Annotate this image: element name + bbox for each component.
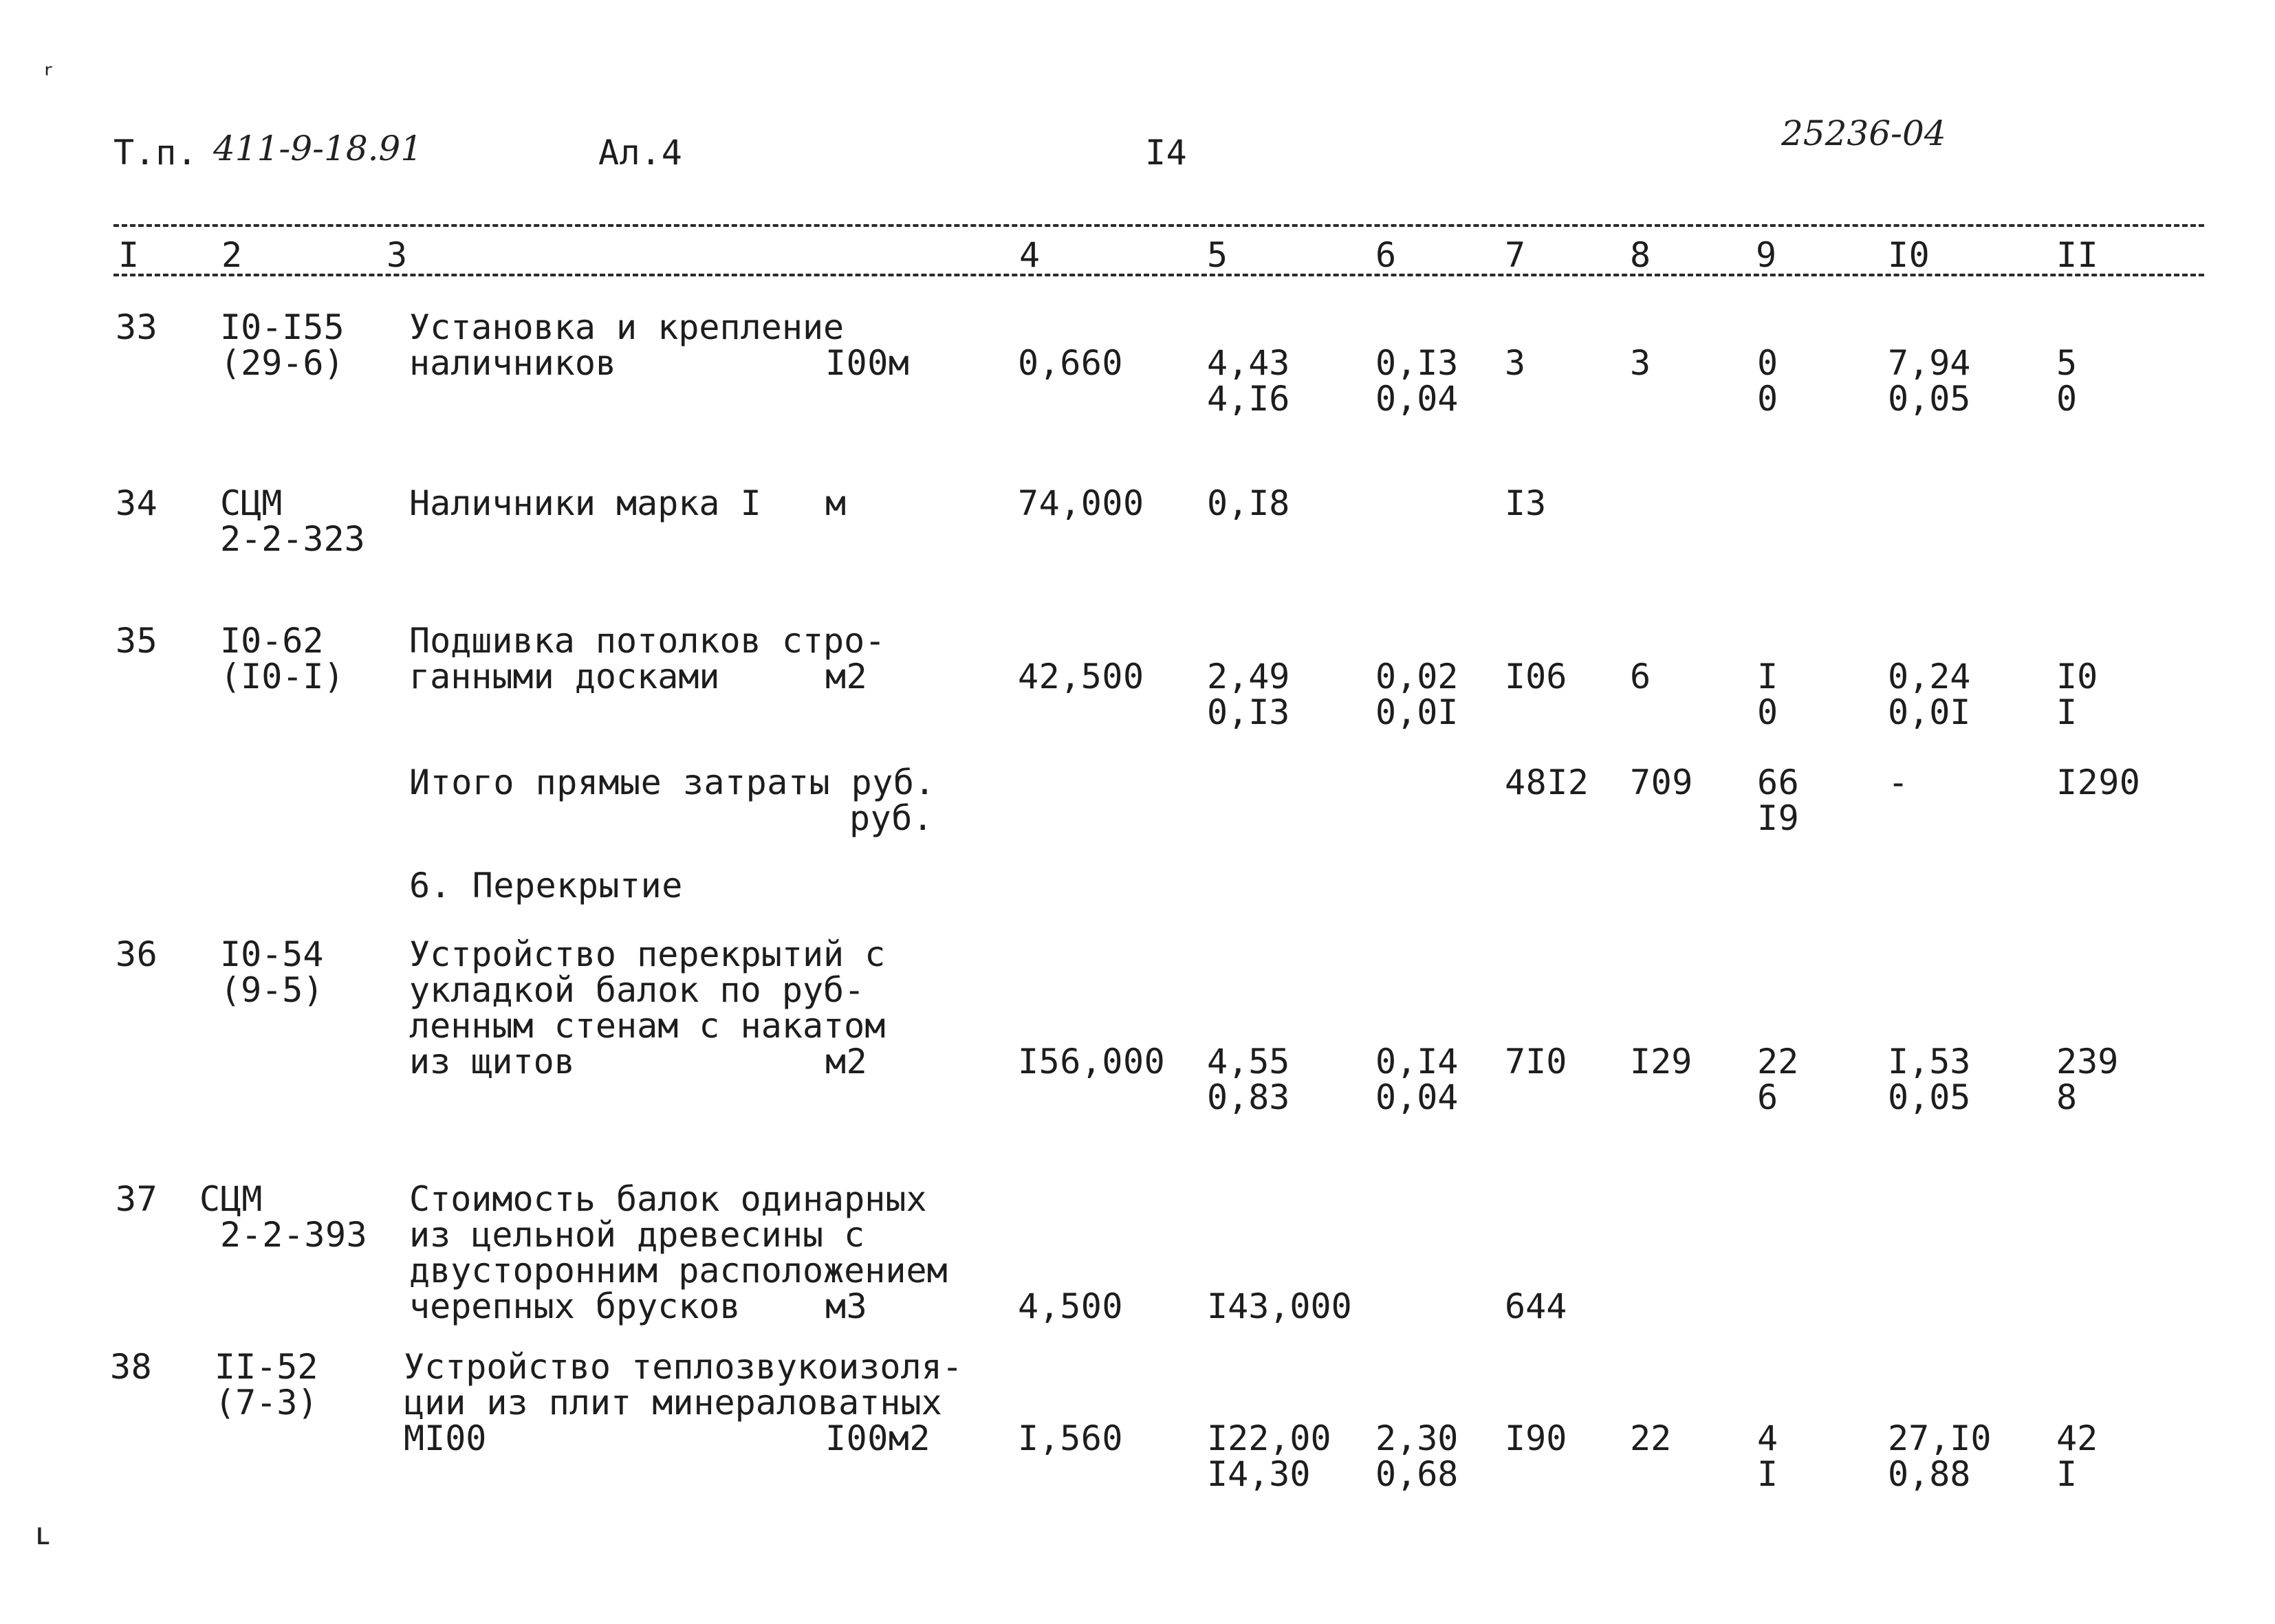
rate-code-line: I0-54 (220, 934, 324, 974)
column-number: II (2056, 235, 2099, 275)
col-8-value-line: I29 (1630, 1042, 1692, 1082)
col-10-value (1888, 345, 1970, 417)
rate-code: 2-2-393 (220, 1215, 368, 1255)
column-number: 6 (1375, 235, 1397, 275)
col-5-value (1207, 345, 1289, 417)
col-5-value (1207, 659, 1289, 730)
col-9-value (1757, 345, 1778, 417)
col-11-value-line: 42 (2056, 1418, 2098, 1458)
unit: I00м2 (825, 1418, 931, 1458)
col-5-value (1207, 1044, 1289, 1115)
subtotal-col9: 66 (1757, 762, 1800, 802)
col-9-value (1757, 1044, 1798, 1115)
col-8-value (1630, 659, 1651, 694)
rate-code (215, 1347, 318, 1423)
quantity: 74,000 (1018, 483, 1144, 523)
row-number: 38 (110, 1347, 153, 1387)
col-5-value-line: 4,55 (1207, 1042, 1290, 1082)
col-8-value-line: 22 (1630, 1418, 1672, 1458)
col-6-value-line: 0,I3 (1375, 343, 1459, 383)
row-number: 35 (116, 621, 158, 661)
unit: I00м (825, 343, 910, 383)
subtotal-label-unit: руб. (849, 798, 934, 838)
rate-code-line: 2-2-323 (220, 519, 365, 559)
col-11-value (2056, 1420, 2098, 1492)
col-11-value (2056, 1044, 2118, 1115)
work-description-line: ции из плит минераловатных (404, 1383, 942, 1423)
col-6-value-line: 0,0I (1375, 692, 1459, 732)
album-label: Ал.4 (598, 133, 683, 173)
work-description-line: Устройство перекрытий с (409, 934, 886, 974)
col-9-value (1757, 659, 1778, 730)
col-7-value-line: I06 (1505, 657, 1567, 696)
work-description (409, 623, 885, 694)
col-5-value-line: I43,000 (1207, 1286, 1352, 1326)
rate-code (220, 309, 345, 381)
work-description-line: Наличники марка I (409, 483, 761, 523)
corner-mark-bottom-left: ʟ (34, 1517, 53, 1552)
col-10-value (1888, 1044, 1970, 1115)
col-5-value (1207, 1420, 1331, 1492)
col-11-value-line: 0 (2056, 379, 2078, 419)
col-6-value (1375, 659, 1458, 730)
col-9-value-line: I (1757, 657, 1778, 696)
column-number: 7 (1505, 235, 1526, 275)
tp-label: Т.п. (113, 133, 198, 173)
column-number: I (118, 235, 140, 275)
col-10-value-line: 7,94 (1888, 343, 1971, 383)
unit: м (825, 483, 847, 523)
rate-code-line: СЦМ (220, 483, 283, 523)
work-description-line: Установка и крепление (409, 307, 845, 347)
rate-code-line: (7-3) (215, 1383, 318, 1423)
unit: м2 (825, 657, 868, 696)
column-number: 2 (221, 235, 243, 275)
column-number: 4 (1019, 235, 1041, 275)
col-6-value (1375, 345, 1458, 417)
col-8-value-line: 6 (1630, 657, 1651, 696)
col-8-value-line: 3 (1630, 343, 1651, 383)
col-11-value-line: I0 (2056, 657, 2098, 696)
col-6-value-line: 0,02 (1375, 657, 1459, 696)
quantity: 42,500 (1018, 657, 1144, 696)
col-10-value-line: I,53 (1888, 1042, 1971, 1082)
col-6-value-line: 0,I4 (1375, 1042, 1459, 1082)
col-5-value-line: 0,I8 (1207, 483, 1290, 523)
subtotal-col7: 48I2 (1505, 762, 1589, 802)
col-5-value (1207, 1288, 1352, 1324)
page-number: I4 (1145, 133, 1188, 173)
col-9-value-line: 22 (1757, 1042, 1799, 1082)
col-7-value (1505, 345, 1525, 381)
col-8-value (1630, 1042, 1692, 1082)
col-6-value-line: 0,68 (1375, 1454, 1459, 1494)
col-9-value-line: 0 (1757, 692, 1778, 732)
col-9-value-line: 4 (1757, 1418, 1778, 1458)
quantity: I,560 (1018, 1418, 1124, 1458)
work-description-line: ганными досками (409, 657, 720, 696)
col-8-value (1630, 345, 1651, 381)
col-7-value-line: 7I0 (1505, 1042, 1567, 1082)
column-number: I0 (1888, 235, 1930, 275)
work-description-line: черепных брусков (409, 1286, 741, 1326)
col-7-value (1505, 1288, 1567, 1324)
col-5-value-line: 0,I3 (1207, 692, 1290, 732)
work-description (409, 934, 886, 1082)
col-6-value (1375, 1044, 1458, 1115)
document-code: 25236-04 (1781, 113, 1946, 153)
subtotal-col8: 709 (1630, 762, 1693, 802)
col-10-value-line: 0,24 (1888, 657, 1971, 696)
col-9-value-line: 0 (1757, 343, 1778, 383)
work-description-line: Подшивка потолков стро- (409, 621, 886, 661)
rate-code: СЦМ (199, 1179, 263, 1219)
col-7-value (1505, 1420, 1567, 1456)
col-10-value-line: 27,I0 (1888, 1418, 1992, 1458)
col-8-value (1630, 1420, 1671, 1456)
col-11-value-line: 5 (2056, 343, 2078, 383)
col-5-value-line: 2,49 (1207, 657, 1290, 696)
col-9-value-line: I (1757, 1454, 1778, 1494)
section-title: 6. Перекрытие (409, 866, 683, 906)
col-5-value-line: I22,00 (1207, 1418, 1331, 1458)
col-5-value (1207, 485, 1289, 521)
work-description-line: Устройство теплозвукоизоля- (404, 1347, 963, 1387)
col-9-value (1757, 1420, 1778, 1492)
col-11-value-line: I (2056, 1454, 2078, 1494)
col-6-value-line: 0,04 (1375, 379, 1459, 419)
col-6-value-line: 0,04 (1375, 1077, 1459, 1117)
col-7-value (1505, 485, 1546, 521)
work-description-line: МI00 (404, 1418, 487, 1458)
col-10-value (1888, 659, 1970, 730)
work-description (409, 485, 761, 521)
corner-mark-top-left: ʳ (40, 58, 58, 93)
column-number: 5 (1207, 235, 1228, 275)
col-7-value-line: 3 (1505, 343, 1526, 383)
col-7-value-line: I90 (1505, 1418, 1567, 1458)
subtotal-col10: - (1888, 762, 1909, 802)
work-description (409, 309, 844, 381)
rate-code-line: I0-I55 (220, 307, 345, 347)
col-11-value-line: 239 (2056, 1042, 2119, 1082)
work-description-line: укладкой балок по руб- (409, 970, 865, 1010)
col-5-value-line: I4,30 (1207, 1454, 1311, 1494)
rate-code-line: (I0-I) (220, 657, 345, 696)
tp-number: 411-9-18.91 (213, 129, 423, 168)
row-number: 33 (116, 307, 158, 347)
col-10-value-line: 0,05 (1888, 1077, 1971, 1117)
row-number: 37 (116, 1179, 158, 1219)
subtotal-col9: I9 (1757, 798, 1800, 838)
work-description-line: ленным стенам с накатом (409, 1006, 886, 1046)
col-6-value-line: 2,30 (1375, 1418, 1459, 1458)
col-9-value-line: 6 (1757, 1077, 1778, 1117)
unit: м3 (825, 1286, 868, 1326)
col-10-value-line: 0,05 (1888, 379, 1971, 419)
work-description-line: из цельной древесины с (409, 1215, 865, 1255)
quantity: 4,500 (1018, 1286, 1124, 1326)
unit: м2 (825, 1042, 868, 1082)
work-description-line: двусторонним расположением (409, 1251, 948, 1291)
column-number: 3 (387, 235, 408, 275)
row-number: 34 (116, 483, 158, 523)
header-rule-top (113, 224, 2204, 227)
col-11-value-line: I (2056, 692, 2078, 732)
col-7-value (1505, 659, 1567, 694)
work-description-line: наличников (409, 343, 617, 383)
column-number: 8 (1630, 235, 1651, 275)
col-9-value-line: 0 (1757, 379, 1778, 419)
work-description-line: из щитов (409, 1042, 575, 1082)
col-5-value-line: 0,83 (1207, 1077, 1290, 1117)
rate-code-line: (29-6) (220, 343, 345, 383)
col-7-value-line: 644 (1505, 1286, 1567, 1326)
rate-code (220, 485, 365, 557)
col-11-value (2056, 659, 2098, 730)
col-5-value-line: 4,I6 (1207, 379, 1290, 419)
column-number: 9 (1756, 235, 1777, 275)
col-7-value-line: I3 (1505, 483, 1547, 523)
quantity: 0,660 (1018, 343, 1124, 383)
work-description-line: Стоимость балок одинарных (409, 1179, 927, 1219)
row-number: 36 (116, 934, 158, 974)
rate-code-line: (9-5) (220, 970, 324, 1010)
subtotal-col11: I290 (2056, 762, 2141, 802)
rate-code (220, 936, 324, 1008)
quantity: I56,000 (1018, 1042, 1166, 1082)
col-10-value (1888, 1420, 1992, 1492)
col-11-value (2056, 345, 2077, 417)
col-7-value (1505, 1042, 1567, 1082)
col-5-value-line: 4,43 (1207, 343, 1290, 383)
col-6-value (1375, 1420, 1458, 1492)
rate-code-line: I0-62 (220, 621, 324, 661)
rate-code (220, 623, 345, 694)
subtotal-label: Итого прямые затраты руб. (409, 762, 936, 802)
rate-code-line: II-52 (215, 1347, 318, 1387)
col-11-value-line: 8 (2056, 1077, 2078, 1117)
col-10-value-line: 0,88 (1888, 1454, 1971, 1494)
col-10-value-line: 0,0I (1888, 692, 1971, 732)
